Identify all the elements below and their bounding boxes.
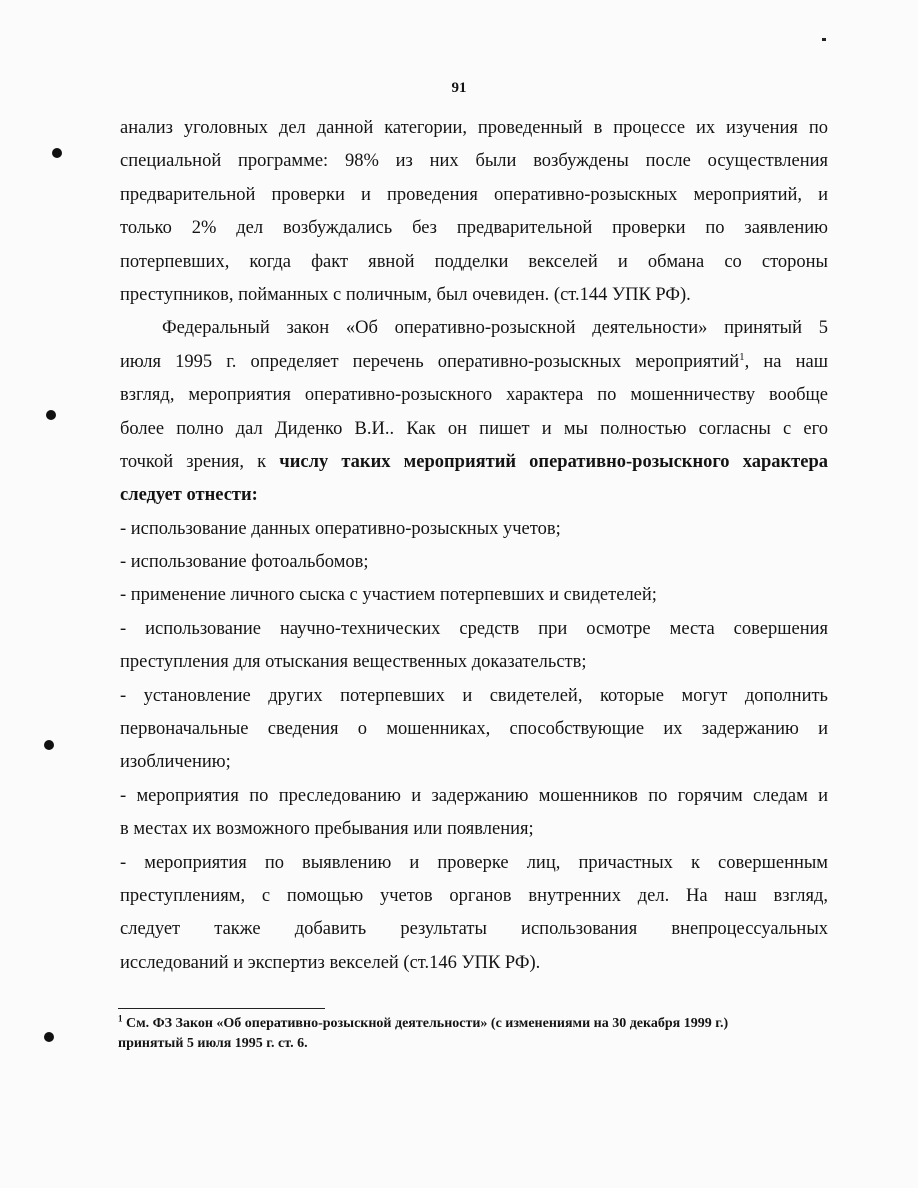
- binder-hole-1: [52, 148, 62, 158]
- text-line: преступников, пойманных с поличным, был очевиден. (ст.144 УПК РФ).: [120, 284, 691, 305]
- text-fragment: точкой зрения, к: [120, 451, 280, 472]
- text-line: Федеральный закон «Об оперативно-розыскной деятельности» принятый 5: [162, 318, 828, 339]
- binder-hole-3: [44, 740, 54, 750]
- scan-mark: [822, 38, 826, 41]
- footnote-line: принятый 5 июля 1995 г. ст. 6.: [118, 1036, 308, 1051]
- list-item: - использование фотоальбомов;: [120, 552, 369, 573]
- footnote-reference[interactable]: 1: [739, 350, 745, 363]
- text-line: только 2% дел возбуждались без предварительной проверки по заявлению: [120, 218, 828, 239]
- list-item-continuation: в местах их возможного пребывания или появления;: [120, 819, 534, 840]
- list-item: - мероприятия по преследованию и задержанию мошенников по горячим следам и: [120, 785, 828, 806]
- text-line: более полно дал Диденко В.И.. Как он пишет и мы полностью согласны с его: [120, 418, 828, 439]
- list-item-continuation: исследований и экспертиз векселей (ст.146 УПК РФ).: [120, 952, 541, 973]
- text-line: взгляд, мероприятия оперативно-розыскного характера по мошенничеству вообще: [120, 385, 828, 406]
- list-item: - мероприятия по выявлению и проверке лиц, причастных к совершенным: [120, 852, 828, 873]
- list-item: - применение личного сыска с участием потерпевших и свидетелей;: [120, 585, 657, 606]
- list-item: - использование данных оперативно-розыскных учетов;: [120, 518, 561, 539]
- text-line: предварительной проверки и проведения оперативно-розыскных мероприятий, и: [120, 184, 828, 205]
- list-item-continuation: следует также добавить результаты использования внепроцессуальных: [120, 919, 828, 940]
- text-line: потерпевших, когда факт явной подделки векселей и обмана со стороны: [120, 251, 828, 272]
- footnote-separator: [118, 1008, 325, 1009]
- list-item: - установление других потерпевших и свидетелей, которые могут дополнить: [120, 685, 828, 706]
- text-fragment: , на наш: [744, 351, 828, 372]
- text-line: [120, 346, 828, 379]
- binder-hole-2: [46, 410, 56, 420]
- text-line: [120, 446, 828, 479]
- page-number: 91: [451, 80, 467, 96]
- footnote: [118, 1014, 818, 1054]
- text-line: следует отнести:: [120, 485, 258, 506]
- footnote-marker: 1: [118, 1013, 123, 1024]
- bold-text: числу таких мероприятий оперативно-розыскного характера: [279, 451, 828, 472]
- footnote-line: [118, 1014, 818, 1034]
- binder-hole-4: [44, 1032, 54, 1042]
- list-item-continuation: первоначальные сведения о мошенниках, способствующие их задержанию и: [120, 719, 828, 740]
- list-item-continuation: преступления для отыскания вещественных доказательств;: [120, 652, 587, 673]
- text-line: анализ уголовных дел данной категории, проведенный в процессе их изучения по: [120, 118, 828, 138]
- footnote-text: См. ФЗ Закон «Об оперативно-розыскной деятельности» (с изменениями на 30 декабря 1999 г.): [122, 1016, 729, 1031]
- main-text: [120, 112, 828, 980]
- list-item: - использование научно-технических средств при осмотре места совершения: [120, 618, 828, 639]
- text-line: специальной программе: 98% из них были возбуждены после осуществления: [120, 151, 828, 172]
- text-fragment: июля 1995 г. определяет перечень оперативно-розыскных мероприятий: [120, 351, 740, 372]
- list-item-continuation: преступлениям, с помощью учетов органов внутренних дел. На наш взгляд,: [120, 885, 828, 906]
- list-item-continuation: изобличению;: [120, 752, 231, 773]
